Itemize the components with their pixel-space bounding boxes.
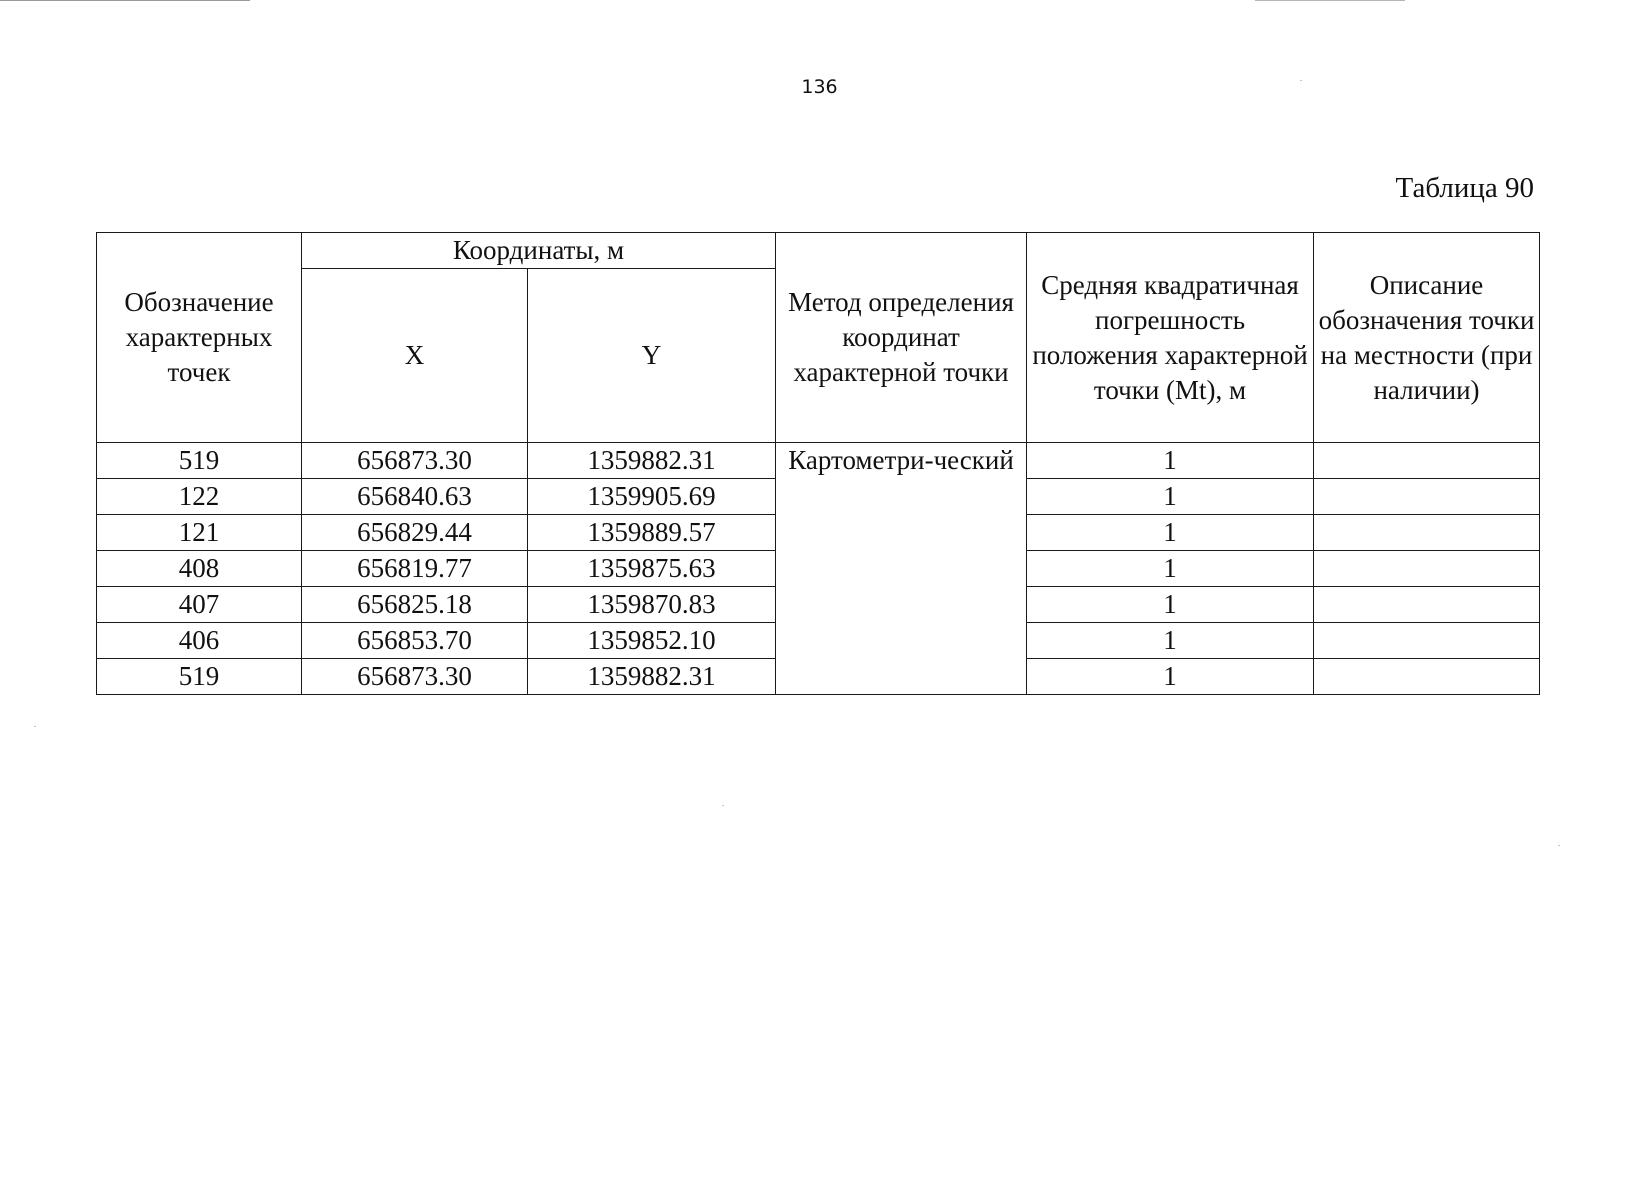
cell-description [1314, 587, 1540, 623]
cell-description [1314, 551, 1540, 587]
cell-y: 1359870.83 [528, 587, 776, 623]
cell-point: 407 [97, 587, 302, 623]
cell-y: 1359875.63 [528, 551, 776, 587]
cell-error: 1 [1027, 443, 1314, 479]
header-point-label: Обозначение характерных точек [97, 233, 302, 443]
cell-point: 406 [97, 623, 302, 659]
scan-speck [1558, 845, 1560, 846]
header-coordinates: Координаты, м [302, 233, 776, 269]
table-row [97, 443, 1540, 479]
header-description: Описание обозначения точки на местности (при наличии) [1314, 233, 1540, 443]
table-caption: Таблица 90 [1395, 172, 1534, 204]
cell-error: 1 [1027, 551, 1314, 587]
header-error: Средняя квадратичная погрешность положения характерной точки (Mt), м [1027, 233, 1314, 443]
header-y: Y [528, 269, 776, 443]
coordinates-table [96, 232, 1540, 695]
cell-description [1314, 443, 1540, 479]
header-method: Метод определения координат характерной точки [776, 233, 1027, 443]
cell-x: 656873.30 [302, 659, 528, 695]
cell-point: 519 [97, 443, 302, 479]
cell-description [1314, 623, 1540, 659]
scan-speck [34, 726, 36, 727]
cell-x: 656853.70 [302, 623, 528, 659]
cell-error: 1 [1027, 515, 1314, 551]
cell-error: 1 [1027, 623, 1314, 659]
page-number: 136 [801, 76, 838, 98]
cell-method: Картометри-ческий [776, 443, 1027, 695]
cell-y: 1359882.31 [528, 443, 776, 479]
cell-description [1314, 659, 1540, 695]
cell-point: 121 [97, 515, 302, 551]
cell-error: 1 [1027, 659, 1314, 695]
header-x: X [302, 269, 528, 443]
cell-x: 656829.44 [302, 515, 528, 551]
cell-x: 656825.18 [302, 587, 528, 623]
scan-speck [1300, 80, 1302, 81]
scan-speck [722, 805, 724, 806]
cell-description [1314, 479, 1540, 515]
cell-point: 408 [97, 551, 302, 587]
cell-x: 656873.30 [302, 443, 528, 479]
cell-y: 1359889.57 [528, 515, 776, 551]
cell-x: 656840.63 [302, 479, 528, 515]
cell-error: 1 [1027, 587, 1314, 623]
cell-point: 519 [97, 659, 302, 695]
scan-edge-line [1255, 0, 1405, 1]
cell-x: 656819.77 [302, 551, 528, 587]
cell-description [1314, 515, 1540, 551]
cell-point: 122 [97, 479, 302, 515]
cell-y: 1359882.31 [528, 659, 776, 695]
cell-y: 1359905.69 [528, 479, 776, 515]
cell-error: 1 [1027, 479, 1314, 515]
scan-edge-line [0, 0, 250, 1]
cell-y: 1359852.10 [528, 623, 776, 659]
